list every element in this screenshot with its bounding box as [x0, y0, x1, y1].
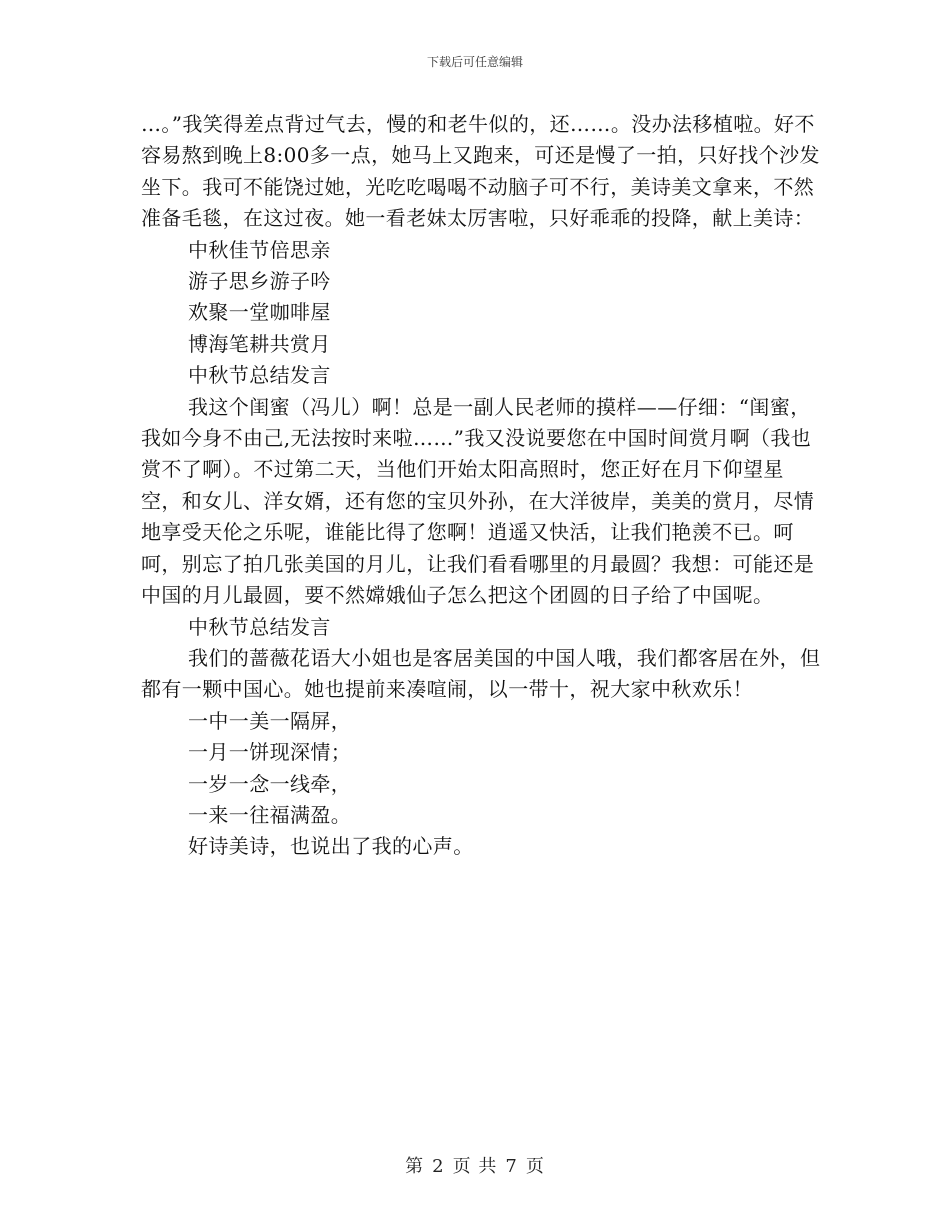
poem-line: 一岁一念一线牵，: [188, 771, 352, 796]
poem-line: 欢聚一堂咖啡屋: [188, 300, 331, 325]
page-header: 下载后可任意编辑: [426, 55, 523, 69]
paragraph: …。”我笑得差点背过气去，慢的和老牛似的，还……。没办法移植啦。好不容易熬到晚上8:00多一点，她马上又跑来，可还是慢了一拍，只好找个沙发坐下。我可不能饶过她，光吃吃喝喝不动脑子可不行，美诗美文拿来，不然准备毛毯，在这过夜。她一看老妹太厉害啦，只好乖乖的投降，献上美诗：: [141, 112, 820, 231]
paragraph: 我这个闺蜜（冯儿）啊！总是一副人民老师的摸样——仔细：“闺蜜，我如今身不由己,无法按时来啦……”我又没说要您在中国时间赏月啊（我也赏不了啊）。不过第二天，当他们开始太阳高照时，您正好在月下仰望星空，和女儿、洋女婿，还有您的宝贝外孙，在大洋彼岸，美美的赏月，尽情地享受天伦之乐呢，谁能比得了您啊！逍遥又快活，让我们艳羡不已。呵呵，别忘了拍几张美国的月儿，让我们看看哪里的月最圆？我想：可能还是中国的月儿最圆，要不然嫦娥仙子怎么把这个团圆的日子给了中国呢。: [141, 394, 815, 608]
footer-label-of: 页 共: [452, 1156, 498, 1177]
footer-label-pages: 页: [525, 1156, 545, 1177]
footer-current-page: 2: [432, 1156, 445, 1177]
document-body: [141, 109, 821, 863]
paragraph: 好诗美诗，也说出了我的心声。: [188, 834, 474, 859]
page-footer: [0, 1152, 950, 1178]
footer-total-pages: 7: [505, 1156, 518, 1177]
poem-line: 博海笔耕共赏月: [188, 331, 331, 356]
poem-line: 中秋佳节倍思亲: [188, 237, 331, 262]
poem-line: 游子思乡游子吟: [188, 269, 331, 294]
poem-line: 一月一饼现深情；: [188, 740, 352, 765]
footer-label-page: 第: [405, 1156, 425, 1177]
section-heading: 中秋节总结发言: [188, 363, 331, 388]
poem-line: 一来一往福满盈。: [188, 802, 352, 827]
poem-line: 一中一美一隔屏，: [188, 708, 352, 733]
paragraph: 我们的蔷薇花语大小姐也是客居美国的中国人哦，我们都客居在外，但都有一颗中国心。她也提前来凑喧闹，以一带十，祝大家中秋欢乐！: [141, 645, 821, 702]
section-heading: 中秋节总结发言: [188, 614, 331, 639]
